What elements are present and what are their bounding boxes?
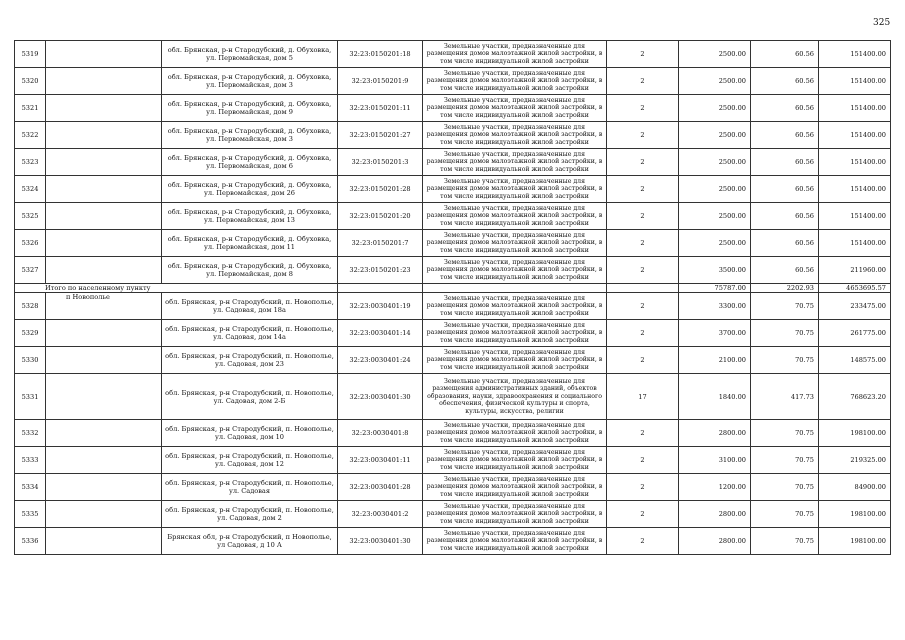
address-cell: обл. Брянская, р-н Стародубский, д. Обуховка, ул. Первомайская, дом 3 [162,122,338,149]
cadastral-number-cell: 32:23:0150201:28 [338,176,423,203]
locality-cell [46,447,162,474]
address-cell: обл. Брянская, р-н Стародубский, д. Обуховка, ул. Первомайская, дом 6 [162,149,338,176]
cadastral-number-cell: 32:23:0150201:20 [338,203,423,230]
address-cell: обл. Брянская, р-н Стародубский, п. Новополье, ул. Садовая [162,474,338,501]
specific-value-cell: 70.75 [751,447,819,474]
row-number-cell: 5325 [15,203,46,230]
row-number-cell: 5322 [15,122,46,149]
group-cell: 2 [607,230,679,257]
cadastral-value-cell: 151400.00 [819,122,891,149]
area-cell: 3700.00 [679,320,751,347]
locality-cell [46,257,162,284]
locality-cell [46,347,162,374]
area-cell: 2800.00 [679,528,751,555]
total-empty-cell [338,284,423,293]
specific-value-cell: 60.56 [751,257,819,284]
locality-cell [46,420,162,447]
address-cell: обл. Брянская, р-н Стародубский, д. Обуховка, ул. Первомайская, дом 9 [162,95,338,122]
area-cell: 3100.00 [679,447,751,474]
cadastral-number-cell: 32:23:0150201:3 [338,149,423,176]
total-specific-value-cell: 2202.93 [751,284,819,293]
group-cell: 2 [607,320,679,347]
table-row [15,320,891,347]
area-cell: 1840.00 [679,374,751,420]
row-number-cell: 5320 [15,68,46,95]
total-empty-cell [423,284,607,293]
registry-body [15,41,891,555]
cadastral-number-cell: 32:23:0030401:8 [338,420,423,447]
address-cell: обл. Брянская, р-н Стародубский, д. Обуховка, ул. Первомайская, дом 3 [162,68,338,95]
land-use-cell: Земельные участки, предназначенные для размещения домов малоэтажной жилой застройки, в том числе индивидуальной жилой застройки [423,176,607,203]
cadastral-value-cell: 151400.00 [819,149,891,176]
locality-cell [46,474,162,501]
area-cell: 3300.00 [679,293,751,320]
specific-value-cell: 70.75 [751,420,819,447]
specific-value-cell: 60.56 [751,68,819,95]
cadastral-number-cell: 32:23:0030401:14 [338,320,423,347]
cadastral-number-cell: 32:23:0150201:18 [338,41,423,68]
address-cell: обл. Брянская, р-н Стародубский, п. Новополье, ул. Садовая, дом 2 [162,501,338,528]
group-cell: 2 [607,95,679,122]
table-row [15,420,891,447]
area-cell: 2500.00 [679,41,751,68]
cadastral-number-cell: 32:23:0150201:9 [338,68,423,95]
row-number-cell: 5334 [15,474,46,501]
land-use-cell: Земельные участки, предназначенные для размещения домов малоэтажной жилой застройки, в том числе индивидуальной жилой застройки [423,474,607,501]
area-cell: 2500.00 [679,176,751,203]
row-number-cell: 5329 [15,320,46,347]
cadastral-value-cell: 219325.00 [819,447,891,474]
row-number-cell: 5333 [15,447,46,474]
locality-cell [46,41,162,68]
locality-cell [46,501,162,528]
area-cell: 2500.00 [679,230,751,257]
specific-value-cell: 60.56 [751,176,819,203]
specific-value-cell: 70.75 [751,320,819,347]
land-use-cell: Земельные участки, предназначенные для размещения домов малоэтажной жилой застройки, в том числе индивидуальной жилой застройки [423,320,607,347]
cadastral-value-cell: 151400.00 [819,68,891,95]
locality-cell [46,528,162,555]
row-number-cell: 5328 [15,293,46,320]
group-cell: 2 [607,501,679,528]
row-number-cell: 5324 [15,176,46,203]
cadastral-number-cell: 32:23:0030401:30 [338,528,423,555]
group-cell: 2 [607,68,679,95]
row-number-cell: 5330 [15,347,46,374]
cadastral-value-cell: 211960.00 [819,257,891,284]
land-use-cell: Земельные участки, предназначенные для размещения домов малоэтажной жилой застройки, в том числе индивидуальной жилой застройки [423,230,607,257]
table-row [15,230,891,257]
cadastral-number-cell: 32:23:0030401:19 [338,293,423,320]
total-empty-cell [607,284,679,293]
area-cell: 2800.00 [679,420,751,447]
table-row [15,257,891,284]
cadastral-value-cell: 148575.00 [819,347,891,374]
group-cell: 2 [607,293,679,320]
locality-cell [46,149,162,176]
land-use-cell: Земельные участки, предназначенные для размещения домов малоэтажной жилой застройки, в том числе индивидуальной жилой застройки [423,293,607,320]
land-use-cell: Земельные участки, предназначенные для размещения домов малоэтажной жилой застройки, в том числе индивидуальной жилой застройки [423,257,607,284]
cadastral-number-cell: 32:23:0030401:28 [338,474,423,501]
area-cell: 2500.00 [679,122,751,149]
specific-value-cell: 60.56 [751,230,819,257]
locality-cell [46,68,162,95]
land-use-cell: Земельные участки, предназначенные для размещения домов малоэтажной жилой застройки, в том числе индивидуальной жилой застройки [423,447,607,474]
group-cell: 2 [607,176,679,203]
cadastral-value-cell: 261775.00 [819,320,891,347]
address-cell: обл. Брянская, р-н Стародубский, д. Обуховка, ул. Первомайская, дом 5 [162,41,338,68]
cadastral-number-cell: 32:23:0030401:30 [338,374,423,420]
address-cell: обл. Брянская, р-н Стародубский, п. Новополье, ул. Садовая, дом 2-Б [162,374,338,420]
cadastral-number-cell: 32:23:0150201:7 [338,230,423,257]
cadastral-value-cell: 151400.00 [819,41,891,68]
land-use-cell: Земельные участки, предназначенные для размещения домов малоэтажной жилой застройки, в том числе индивидуальной жилой застройки [423,122,607,149]
cadastral-value-cell: 198100.00 [819,501,891,528]
table-row [15,68,891,95]
cadastral-number-cell: 32:23:0030401:11 [338,447,423,474]
group-cell: 17 [607,374,679,420]
cadastral-value-cell: 151400.00 [819,176,891,203]
table-row [15,149,891,176]
row-number-cell: 5335 [15,501,46,528]
table-row [15,41,891,68]
total-row [15,284,891,293]
locality-label-cell: п Новополье [46,293,162,320]
land-use-cell: Земельные участки, предназначенные для размещения домов малоэтажной жилой застройки, в том числе индивидуальной жилой застройки [423,95,607,122]
address-cell: обл. Брянская, р-н Стародубский, д. Обуховка, ул. Первомайская, дом 8 [162,257,338,284]
row-number-cell: 5336 [15,528,46,555]
address-cell: обл. Брянская, р-н Стародубский, д. Обуховка, ул. Первомайская, дом 26 [162,176,338,203]
address-cell: Брянская обл, р-н Стародубский, п Новополье, ул Садовая, д 10 А [162,528,338,555]
land-use-cell: Земельные участки, предназначенные для размещения домов малоэтажной жилой застройки, в том числе индивидуальной жилой застройки [423,149,607,176]
cadastral-value-cell: 84900.00 [819,474,891,501]
group-cell: 2 [607,257,679,284]
address-cell: обл. Брянская, р-н Стародубский, п. Новополье, ул. Садовая, дом 18а [162,293,338,320]
land-use-cell: Земельные участки, предназначенные для размещения административных зданий, объектов образования, науки, здравоохранения и социального обеспечения, физической культуры и спорта, культуры, искусства, религии [423,374,607,420]
specific-value-cell: 60.56 [751,203,819,230]
address-cell: обл. Брянская, р-н Стародубский, д. Обуховка, ул. Первомайская, дом 13 [162,203,338,230]
specific-value-cell: 70.75 [751,474,819,501]
land-use-cell: Земельные участки, предназначенные для размещения домов малоэтажной жилой застройки, в том числе индивидуальной жилой застройки [423,203,607,230]
row-number-cell: 5319 [15,41,46,68]
area-cell: 3500.00 [679,257,751,284]
cadastral-number-cell: 32:23:0150201:11 [338,95,423,122]
cadastral-number-cell: 32:23:0150201:23 [338,257,423,284]
address-cell: обл. Брянская, р-н Стародубский, п. Новополье, ул. Садовая, дом 12 [162,447,338,474]
specific-value-cell: 60.56 [751,41,819,68]
locality-cell [46,95,162,122]
specific-value-cell: 70.75 [751,528,819,555]
land-use-cell: Земельные участки, предназначенные для размещения домов малоэтажной жилой застройки, в том числе индивидуальной жилой застройки [423,528,607,555]
land-registry-table [14,40,891,555]
area-cell: 2800.00 [679,501,751,528]
land-use-cell: Земельные участки, предназначенные для размещения домов малоэтажной жилой застройки, в том числе индивидуальной жилой застройки [423,347,607,374]
group-cell: 2 [607,528,679,555]
table-row [15,95,891,122]
area-cell: 1200.00 [679,474,751,501]
total-label-cell: Итого по населенному пункту [15,284,338,293]
row-number-cell: 5332 [15,420,46,447]
specific-value-cell: 70.75 [751,293,819,320]
table-row [15,176,891,203]
group-cell: 2 [607,447,679,474]
land-use-cell: Земельные участки, предназначенные для размещения домов малоэтажной жилой застройки, в том числе индивидуальной жилой застройки [423,501,607,528]
area-cell: 2500.00 [679,149,751,176]
specific-value-cell: 70.75 [751,501,819,528]
cadastral-value-cell: 198100.00 [819,528,891,555]
table-row [15,203,891,230]
table-row [15,528,891,555]
group-cell: 2 [607,203,679,230]
area-cell: 2500.00 [679,203,751,230]
group-cell: 2 [607,474,679,501]
cadastral-number-cell: 32:23:0030401:24 [338,347,423,374]
specific-value-cell: 60.56 [751,95,819,122]
row-number-cell: 5331 [15,374,46,420]
page-number: 325 [873,18,891,28]
table-row [15,347,891,374]
table-row [15,501,891,528]
table-row [15,474,891,501]
table-row [15,293,891,320]
table-row [15,374,891,420]
area-cell: 2500.00 [679,68,751,95]
row-number-cell: 5327 [15,257,46,284]
cadastral-value-cell: 198100.00 [819,420,891,447]
specific-value-cell: 60.56 [751,122,819,149]
address-cell: обл. Брянская, р-н Стародубский, д. Обуховка, ул. Первомайская, дом 11 [162,230,338,257]
area-cell: 2500.00 [679,95,751,122]
row-number-cell: 5321 [15,95,46,122]
locality-cell [46,122,162,149]
row-number-cell: 5323 [15,149,46,176]
locality-cell [46,203,162,230]
cadastral-value-cell: 151400.00 [819,95,891,122]
address-cell: обл. Брянская, р-н Стародубский, п. Новополье, ул. Садовая, дом 14а [162,320,338,347]
total-area-cell: 75787.00 [679,284,751,293]
cadastral-value-cell: 233475.00 [819,293,891,320]
table-row [15,122,891,149]
cadastral-value-cell: 151400.00 [819,203,891,230]
table-row [15,447,891,474]
group-cell: 2 [607,420,679,447]
locality-cell [46,374,162,420]
locality-cell [46,176,162,203]
cadastral-value-cell: 151400.00 [819,230,891,257]
specific-value-cell: 60.56 [751,149,819,176]
area-cell: 2100.00 [679,347,751,374]
cadastral-value-cell: 768623.20 [819,374,891,420]
locality-cell [46,230,162,257]
land-use-cell: Земельные участки, предназначенные для размещения домов малоэтажной жилой застройки, в том числе индивидуальной жилой застройки [423,41,607,68]
row-number-cell: 5326 [15,230,46,257]
cadastral-number-cell: 32:23:0030401:2 [338,501,423,528]
land-use-cell: Земельные участки, предназначенные для размещения домов малоэтажной жилой застройки, в том числе индивидуальной жилой застройки [423,68,607,95]
group-cell: 2 [607,41,679,68]
group-cell: 2 [607,149,679,176]
address-cell: обл. Брянская, р-н Стародубский, п. Новополье, ул. Садовая, дом 23 [162,347,338,374]
total-cadastral-value-cell: 4653695.57 [819,284,891,293]
group-cell: 2 [607,122,679,149]
group-cell: 2 [607,347,679,374]
locality-cell [46,320,162,347]
address-cell: обл. Брянская, р-н Стародубский, п. Новополье, ул. Садовая, дом 10 [162,420,338,447]
land-use-cell: Земельные участки, предназначенные для размещения домов малоэтажной жилой застройки, в том числе индивидуальной жилой застройки [423,420,607,447]
specific-value-cell: 70.75 [751,347,819,374]
specific-value-cell: 417.73 [751,374,819,420]
cadastral-number-cell: 32:23:0150201:27 [338,122,423,149]
